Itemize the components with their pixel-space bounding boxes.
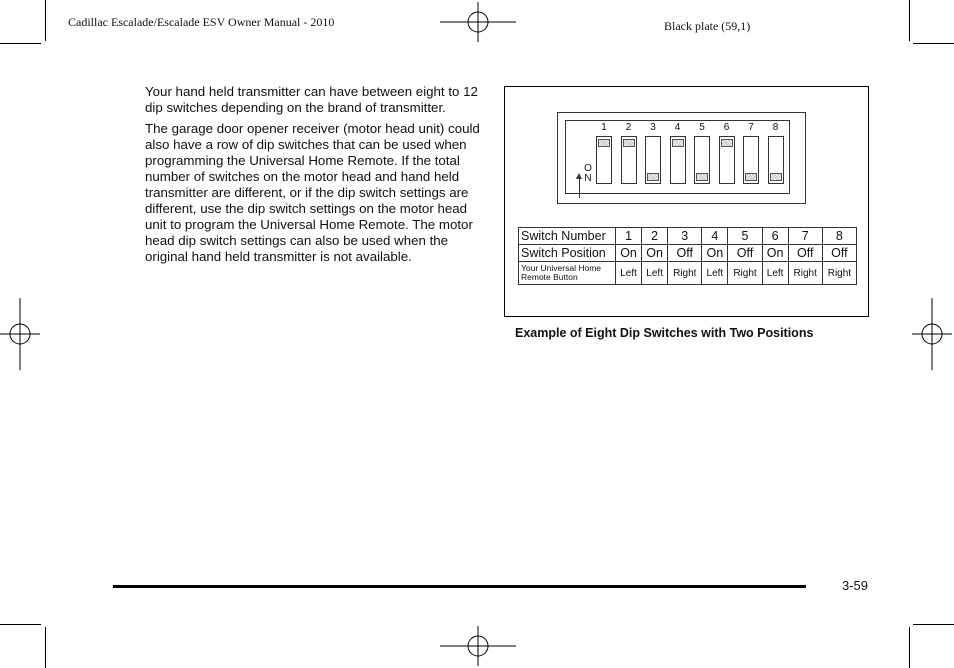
dip-switch: [719, 136, 735, 184]
registration-mark-icon: [440, 2, 516, 42]
dip-switch: [743, 136, 759, 184]
table-cell: On: [616, 245, 642, 262]
dip-switch-block: [557, 112, 806, 204]
plate-label: Black plate (59,1): [664, 19, 751, 33]
table-cell: Off: [788, 245, 822, 262]
table-row: [519, 245, 857, 262]
table-cell: 4: [702, 228, 728, 245]
table-cell: 2: [642, 228, 668, 245]
table-cell: 7: [788, 228, 822, 245]
crop-mark: [909, 627, 910, 668]
body-text: [145, 84, 480, 270]
table-cell: 8: [822, 228, 856, 245]
switch-number-label: 3: [650, 122, 656, 133]
dip-switch: [768, 136, 784, 184]
dip-switch: [645, 136, 661, 184]
page-number: 3-59: [842, 578, 869, 593]
switch-number-label: 4: [674, 122, 681, 133]
switch-number-label: 7: [748, 122, 754, 133]
table-cell: On: [762, 245, 788, 262]
registration-mark-icon: [912, 298, 952, 370]
on-label: O N: [584, 163, 592, 184]
switch-number-label: 6: [723, 122, 730, 133]
paragraph: Your hand held transmitter can have between eight to 12 dip switches depending on the brand of transmitter.: [145, 84, 478, 115]
switch-number-label: 8: [772, 122, 779, 133]
table-cell: Right: [788, 262, 822, 285]
crop-mark: [0, 624, 41, 625]
table-cell: Left: [616, 262, 642, 285]
table-cell: Right: [668, 262, 702, 285]
dip-switch-knob: [647, 173, 659, 181]
crop-mark: [909, 0, 910, 41]
row-label: Your Universal Home Remote Button: [519, 262, 616, 285]
dip-switch: [694, 136, 710, 184]
dip-switch-knob: [696, 173, 708, 181]
table-cell: Right: [822, 262, 856, 285]
figure-caption: Example of Eight Dip Switches with Two Positions: [515, 326, 814, 340]
dip-switch-figure: [504, 86, 869, 317]
paragraph: The garage door opener receiver (motor head unit) could also have a row of dip switches that can be used when programming the Universal Home Remote. If the total number of switches on the motor head and hand held transmitter are different, or if the dip switch settings are different, use the dip switch settings on the motor head unit to program the Universal Home Remote. The motor head dip switch settings can also be used when the original hand held transmitter is not available.: [145, 121, 480, 264]
table-cell: 3: [668, 228, 702, 245]
registration-mark-icon: [440, 626, 516, 666]
table-cell: Left: [762, 262, 788, 285]
table-row: [519, 228, 857, 245]
dip-switch-bank: [565, 120, 790, 194]
dip-switch: [670, 136, 686, 184]
manual-title: Cadillac Escalade/Escalade ESV Owner Manual - 2010: [68, 15, 335, 29]
switch-number-label: 1: [601, 122, 607, 133]
dip-switch-knob: [672, 139, 684, 147]
dip-switch-knob: [598, 139, 610, 147]
table-cell: 1: [616, 228, 642, 245]
crop-mark: [913, 624, 954, 625]
crop-mark: [913, 43, 954, 44]
table-cell: 6: [762, 228, 788, 245]
switch-table: [518, 227, 857, 285]
table-cell: Off: [728, 245, 762, 262]
dip-switch-knob: [623, 139, 635, 147]
registration-mark-icon: [0, 298, 40, 370]
crop-mark: [45, 0, 46, 41]
table-cell: On: [702, 245, 728, 262]
table-cell: Left: [642, 262, 668, 285]
table-cell: Right: [728, 262, 762, 285]
switch-number-label: 5: [699, 122, 705, 133]
table-row: [519, 262, 857, 285]
switch-number-label: 2: [625, 122, 632, 133]
crop-mark: [45, 627, 46, 668]
table-cell: Off: [822, 245, 856, 262]
table-cell: Left: [702, 262, 728, 285]
table-cell: 5: [728, 228, 762, 245]
footer-rule: [113, 585, 806, 588]
table-cell: Off: [668, 245, 702, 262]
arrow-shaft: [579, 176, 580, 198]
crop-mark: [0, 43, 41, 44]
dip-switch: [621, 136, 637, 184]
dip-switch-knob: [721, 139, 733, 147]
dip-switch: [596, 136, 612, 184]
dip-switch-knob: [745, 173, 757, 181]
row-label: Switch Number: [519, 228, 616, 245]
table-cell: On: [642, 245, 668, 262]
dip-switch-knob: [770, 173, 782, 181]
row-label: Switch Position: [519, 245, 616, 262]
